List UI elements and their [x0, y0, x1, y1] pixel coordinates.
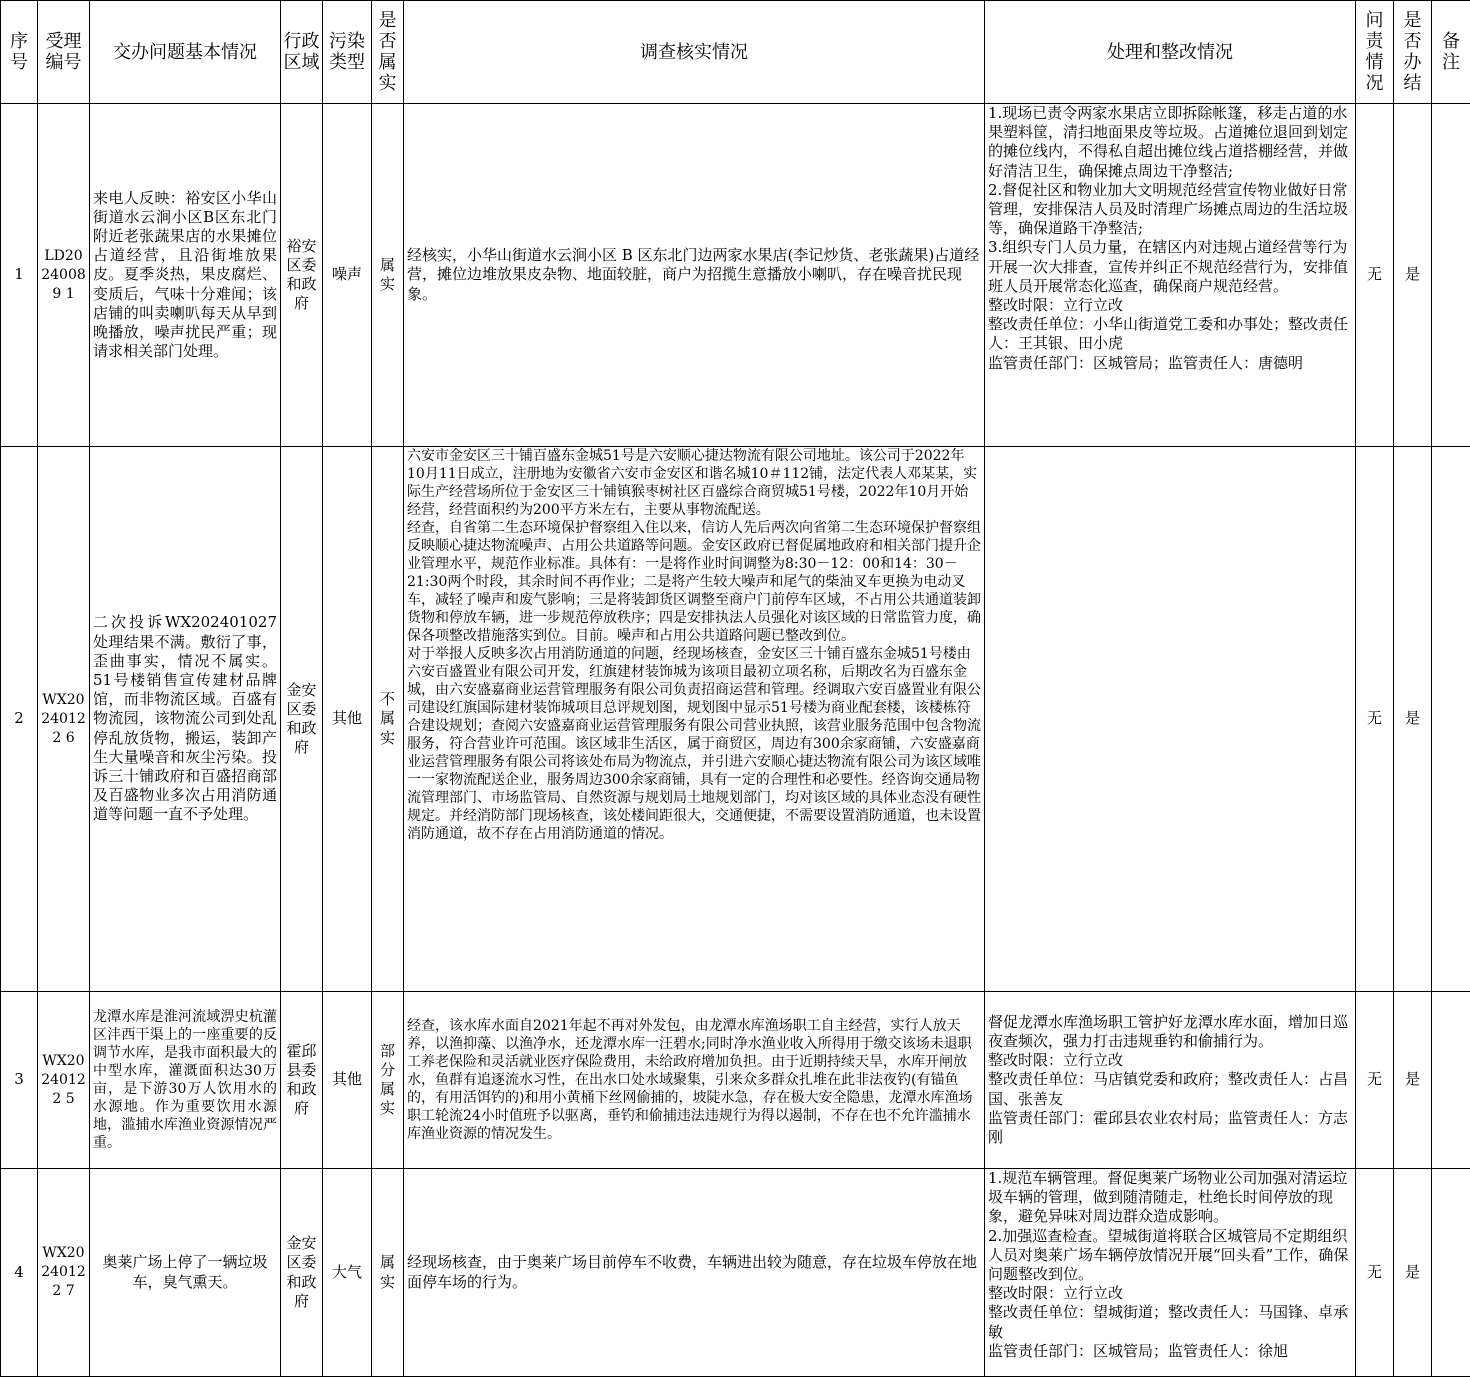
cell-pollution: 其他 [323, 447, 372, 992]
header-id: 受理编号 [38, 1, 90, 104]
cell-region: 金安区委和政府 [281, 447, 323, 992]
cell-id: LD20240089 1 [38, 104, 90, 447]
cell-investigation: 经现场核查，由于奥莱广场目前停车不收费，车辆进出较为随意，存在垃圾车停放在地面停车场的行为。 [404, 1169, 985, 1377]
cell-id: WX20240122 7 [38, 1169, 90, 1377]
cell-is-true: 不属实 [372, 447, 404, 992]
cell-pollution: 其他 [323, 992, 372, 1169]
cell-accountability: 无 [1356, 447, 1394, 992]
cell-handling: 1.现场已责令两家水果店立即拆除帐篷，移走占道的水果塑料筐，清扫地面果皮等垃圾。占道摊位退回到划定的摊位线内，不得私自超出摊位线占道搭棚经营，并做好清洁卫生，确保摊点周边干净整洁; 2.督促社区和物业加大文明规范经营宣传物业做好日常管理，安排保洁人员及时清理广场摊点周边的生活垃圾等，确保道路干净整洁; 3.组织专门人员力量，在辖区内对违规占道经营等行为开展一次大排查，宣传并纠正不规范经营行为，安排值班人员开展常态化巡查，确保商户规范经营。 整改时限：立行立改 整改责任单位：小华山街道党工委和办事处；整改责任人：王其银、田小虎 监管责任部门：区城管局；监管责任人：唐德明 [985, 104, 1356, 447]
table-row [1, 992, 1470, 1169]
header-region: 行政区域 [281, 1, 323, 104]
cell-handling [985, 447, 1356, 992]
header-closed: 是否办结 [1394, 1, 1432, 104]
cell-handling: 1.规范车辆管理。督促奥莱广场物业公司加强对清运垃圾车辆的管理，做到随清随走，杜绝长时间停放的现象，避免异味对周边群众造成影响。 2.加强巡查检查。望城街道将联合区城管局不定期组织人员对奥莱广场车辆停放情况开展“回头看”工作，确保问题整改到位。 整改时限：立行立改 整改责任单位：望城街道；整改责任人：马国锋、卓承敏 监管责任部门：区城管局；监管责任人：徐旭 [985, 1169, 1356, 1377]
header-remark: 备注 [1432, 1, 1470, 104]
cell-seq: 3 [1, 992, 38, 1169]
cell-id: WX20240122 5 [38, 992, 90, 1169]
cell-region: 霍邱县委和政府 [281, 992, 323, 1169]
header-investigation: 调查核实情况 [404, 1, 985, 104]
cell-remark [1432, 1169, 1470, 1377]
cell-region: 裕安区委和政府 [281, 104, 323, 447]
header-basic: 交办问题基本情况 [90, 1, 281, 104]
cell-remark [1432, 447, 1470, 992]
cell-closed: 是 [1394, 447, 1432, 992]
cell-region: 金安区委和政府 [281, 1169, 323, 1377]
cell-is-true: 属实 [372, 104, 404, 447]
cell-basic: 奥莱广场上停了一辆垃圾车，臭气熏天。 [90, 1169, 281, 1377]
header-seq: 序号 [1, 1, 38, 104]
cell-accountability: 无 [1356, 104, 1394, 447]
cell-seq: 4 [1, 1169, 38, 1377]
cell-investigation: 经查，该水库水面自2021年起不再对外发包，由龙潭水库渔场职工自主经营，实行人放天养，以渔抑藻、以渔净水，还龙潭水库一汪碧水;同时净水渔业收入所得用于缴交该场未退职工养老保险和灵活就业医疗保险费用，未给政府增加负担。由于近期持续天旱，水库开闸放水，鱼群有追逐流水习性，在出水口处水域聚集，引来众多群众扎堆在此非法夜钓(有锚鱼的，有用活饵钓的)和用小黄桶下丝网偷捕的，坡陡水急，存在极大安全隐患，龙潭水库渔场职工轮流24小时值班予以驱离，垂钓和偷捕违法违规行为得以遏制，不存在也不允许滥捕水库渔业资源的情况发生。 [404, 992, 985, 1169]
cell-handling: 督促龙潭水库渔场职工管护好龙潭水库水面，增加日巡夜查频次，强力打击违规垂钓和偷捕行为。 整改时限：立行立改 整改责任单位：马店镇党委和政府；整改责任人：占昌国、张善友 监管责任部门：霍邱县农业农村局；监管责任人：方志刚 [985, 992, 1356, 1169]
header-accountability: 问责情况 [1356, 1, 1394, 104]
table-row [1, 104, 1470, 447]
cell-basic: 龙潭水库是淮河流域淠史杭灌区沣西干渠上的一座重要的反调节水库，是我市面积最大的中型水库，灌溉面积达30万亩，是下游30万人饮用水的水源地。作为重要饮用水源地，滥捕水库渔业资源情况严重。 [90, 992, 281, 1169]
cell-accountability: 无 [1356, 992, 1394, 1169]
table-row [1, 447, 1470, 992]
cell-closed: 是 [1394, 1169, 1432, 1377]
header-row [1, 1, 1470, 104]
cell-seq: 2 [1, 447, 38, 992]
header-is-true: 是否属实 [372, 1, 404, 104]
cell-id: WX20240122 6 [38, 447, 90, 992]
cell-seq: 1 [1, 104, 38, 447]
table-row [1, 1169, 1470, 1377]
cell-basic: 二次投诉WX202401027处理结果不满。敷衍了事，歪曲事实，情况不属实。51号楼销售宣传建材品牌馆，而非物流区域。百盛有物流园，该物流公司到处乱停乱放货物，搬运，装卸产生大量噪音和灰尘污染。投诉三十铺政府和百盛招商部及百盛物业多次占用消防通道等问题一直不予处理。 [90, 447, 281, 992]
cell-pollution: 噪声 [323, 104, 372, 447]
cell-pollution: 大气 [323, 1169, 372, 1377]
cell-closed: 是 [1394, 104, 1432, 447]
cell-basic: 来电人反映：裕安区小华山街道水云涧小区B区东北门附近老张蔬果店的水果摊位占道经营，且沿街堆放果皮。夏季炎热，果皮腐烂、变质后，气味十分难闻；该店铺的叫卖喇叭每天从早到晚播放，噪声扰民严重；现请求相关部门处理。 [90, 104, 281, 447]
cell-is-true: 属实 [372, 1169, 404, 1377]
header-pollution: 污染类型 [323, 1, 372, 104]
cell-investigation: 六安市金安区三十铺百盛东金城51号是六安顺心捷达物流有限公司地址。该公司于2022年10月11日成立，注册地为安徽省六安市金安区和谐名城10＃112铺，法定代表人邓某某，实际生产经营场所位于金安区三十铺镇猴枣树社区百盛综合商贸城51号楼，2022年10月开始经营，经营面积约为200平方米左右，主要从事物流配送。 经查，自省第二生态环境保护督察组入住以来，信访人先后两次向省第二生态环境保护督察组反映顺心捷达物流噪声、占用公共道路等问题。金安区政府已督促属地政府和相关部门提升企业管理水平，规范作业标准。具体有：一是将作业时间调整为8:30－12：00和14：30－21:30两个时段，其余时间不再作业；二是将产生较大噪声和尾气的柴油叉车更换为电动叉车，减轻了噪声和废气影响；三是将装卸货区调整至商户门前停车区域，不占用公共通道装卸货物和停放车辆，进一步规范停放秩序；四是安排执法人员强化对该区域的日常监管力度，确保各项整改措施落实到位。目前。噪声和占用公共道路问题已整改到位。 对于举报人反映多次占用消防通道的问题，经现场核查，金安区三十铺百盛东金城51号楼由六安百盛置业有限公司开发，红旗建材装饰城为该项目最初立项名称，后期改名为百盛东金城，由六安盛嘉商业运营管理服务有限公司负责招商运营和管理。经调取六安百盛置业有限公司建设红旗国际建材装饰城项目总评规划图，规划图中显示51号楼为商业配套楼，该楼栋符合建设规划；查阅六安盛嘉商业运营管理服务有限公司营业执照，该营业服务范围中包含物流服务，符合营业许可范围。该区域非生活区，属于商贸区，周边有300余家商铺，六安盛嘉商业运营管理服务有限公司将该处布局为物流点，并引进六安顺心捷达物流有限公司为该区域唯一一家物流配送企业，服务周边300余家商铺，具有一定的合理性和必要性。经咨询交通局物流管理部门、市场监管局、自然资源与规划局土地规划部门，均对该区域的具体业态没有硬性规定。并经消防部门现场核查，该处楼间距很大，交通便捷，不需要设置消防通道，也未设置消防通道，故不存在占用消防通道的情况。 [404, 447, 985, 992]
cell-remark [1432, 104, 1470, 447]
cell-accountability: 无 [1356, 1169, 1394, 1377]
header-handling: 处理和整改情况 [985, 1, 1356, 104]
cell-remark [1432, 992, 1470, 1169]
cell-investigation: 经核实，小华山街道水云涧小区 B 区东北门边两家水果店(李记炒货、老张蔬果)占道经营，摊位边堆放果皮杂物、地面较脏，商户为招揽生意播放小喇叭，存在噪音扰民现象。 [404, 104, 985, 447]
cell-is-true: 部分属实 [372, 992, 404, 1169]
cell-closed: 是 [1394, 992, 1432, 1169]
